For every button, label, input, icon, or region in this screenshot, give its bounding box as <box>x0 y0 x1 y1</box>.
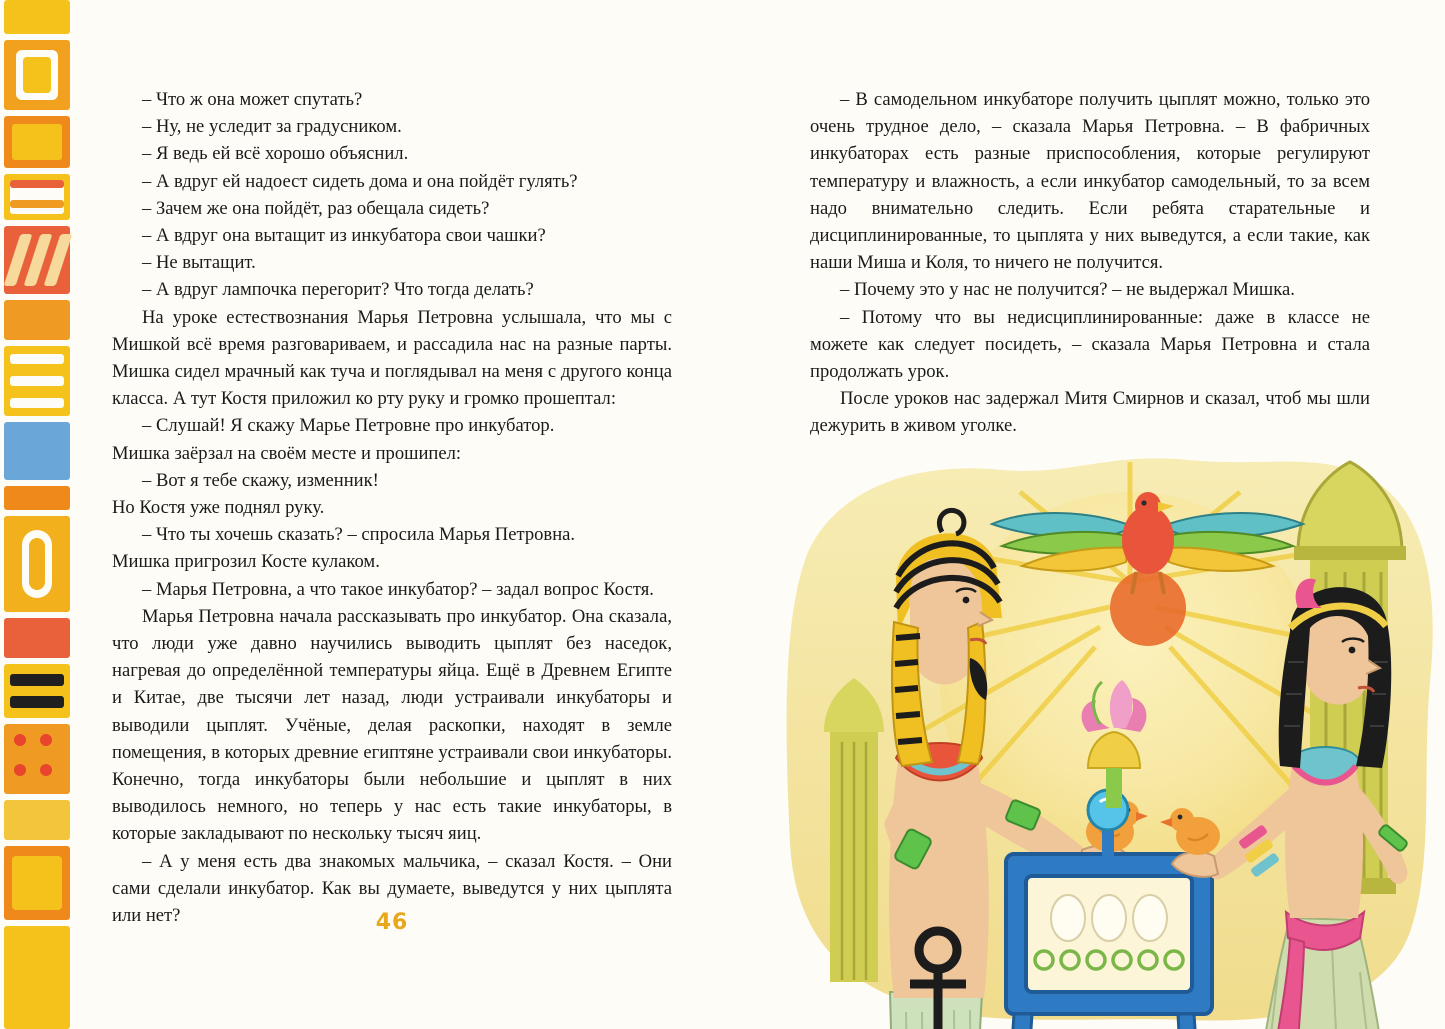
decor-block <box>4 846 70 920</box>
paragraph: Марья Петровна начала рассказывать про инкубатор. Она сказала, что люди уже давно научились выводить цыплят без наседок, нагревая до определённой температуры яйца. Ещё в Древнем Египте и Китае, две тысячи лет назад, люди устраивали инкубаторы и выводили цыплят. Учёные, делая раскопки, находят в земле помещения, в которых древние египтяне устраивали свои инкубаторы. Конечно, тогда инкубаторы были небольшие и цыплят в них выводилось немного, но теперь у нас есть такие инкубаторы, в которые закладывают по нескольку тысяч яиц. <box>112 605 672 845</box>
paragraph: – Зачем же она пойдёт, раз обещала сидеть? <box>142 197 490 219</box>
text-column-left <box>112 86 672 929</box>
paragraph: – Не вытащит. <box>142 252 256 274</box>
column-stub <box>824 678 884 982</box>
decor-block <box>4 618 70 658</box>
paragraph: – Вот я тебе скажу, изменник! <box>142 469 379 491</box>
paragraph: – Что ж она может спутать? <box>142 89 363 110</box>
paragraph: – Марья Петровна, а что такое инкубатор? – задал вопрос Костя. <box>142 578 654 600</box>
paragraph: – Потому что вы недисциплинированные: даже в классе не можете как следует посидеть, – сказала Марья Петровна и стала продолжать урок. <box>810 306 1370 383</box>
decor-block <box>4 116 70 168</box>
decor-block <box>4 926 70 1029</box>
paragraph: На уроке естествознания Марья Петровна услышала, что мы с Мишкой всё время разговариваем, и рассадила нас на разные парты. Мишка сидел мрачный как туча и поглядывал на меня с другого конца класса. А тут Костя приложил ко рту руку и громко прошептал: <box>112 306 672 410</box>
paragraph: – А вдруг лампочка перегорит? Что тогда делать? <box>142 279 534 301</box>
paragraph: Но Костя уже поднял руку. <box>112 497 325 519</box>
decor-block <box>4 0 70 34</box>
decor-block <box>4 300 70 340</box>
decor-block <box>4 724 70 794</box>
paragraph: Мишка заёрзал на своём месте и прошипел: <box>112 442 462 464</box>
decor-block <box>4 346 70 416</box>
paragraph: – Слушай! Я скажу Марье Петровне про инкубатор. <box>142 415 555 437</box>
paragraph: – Почему это у нас не получится? – не выдержал Мишка. <box>840 279 1295 301</box>
paragraph: – А у меня есть два знакомых мальчика, – сказал Костя. – Они сами сделали инкубатор. Как вы думаете, выведутся у них цыплята или нет? <box>112 850 672 927</box>
decor-block <box>4 40 70 110</box>
decor-block <box>4 664 70 718</box>
paragraph: – В самодельном инкубаторе получить цыплят можно, только это очень трудное дело, – сказала Марья Петровна. – В фабричных инкубаторах есть разные приспособления, которые регулируют температуру и влажность, а если инкубатор самодельный, то за всем надо внимательно следить. Если ребята старательные и дисциплинированные, то цыплята у них выведутся, а если такие, как наши Миша и Коля, то ничего не получится. <box>810 89 1370 274</box>
decorative-margin-strip <box>0 0 78 1029</box>
paragraph: – А вдруг она вытащит из инкубатора свои чашки? <box>142 225 546 247</box>
decor-block <box>4 422 70 480</box>
page-number: 46 <box>375 910 409 935</box>
paragraph: После уроков нас задержал Митя Смирнов и сказал, чтоб мы шли дежурить в живом уголке. <box>810 388 1370 437</box>
paragraph: – Что ты хочешь сказать? – спросила Марья Петровна. <box>142 524 576 546</box>
text-column-right <box>810 86 1370 440</box>
paragraph: – Я ведь ей всё хорошо объяснил. <box>142 143 409 165</box>
decor-block <box>4 800 70 840</box>
decor-block <box>4 174 70 220</box>
illustration-egyptian-incubator <box>770 432 1445 1029</box>
paragraph: – А вдруг ей надоест сидеть дома и она пойдёт гулять? <box>142 170 578 192</box>
paragraph: Мишка пригрозил Косте кулаком. <box>112 551 380 573</box>
paragraph: – Ну, не уследит за градусником. <box>142 116 402 138</box>
decor-block <box>4 516 70 612</box>
decor-block <box>4 486 70 510</box>
decor-block <box>4 226 70 294</box>
